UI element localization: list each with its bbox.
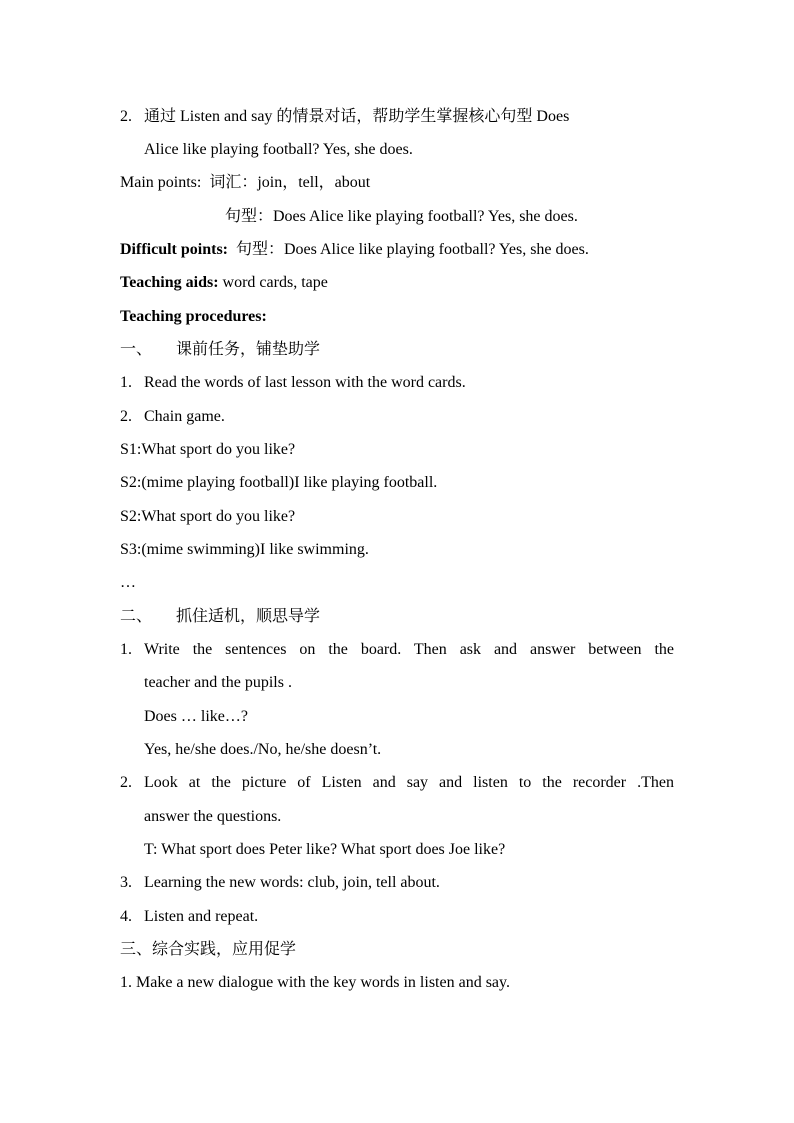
list-item-continuation: answer the questions. — [144, 808, 282, 825]
difficult-points: Difficult points: 句型：Does Alice like playing football? Yes, she does. — [120, 241, 589, 258]
list-item: 3. Learning the new words: club, join, tell about. — [120, 874, 440, 891]
teaching-aids-label: Teaching aids: — [120, 274, 219, 291]
teacher-question: T: What sport does Peter like? What sport does Joe like? — [144, 841, 506, 858]
list-number: 2. — [120, 108, 132, 125]
section-1-heading: 一、 课前任务，铺垫助学 — [120, 341, 321, 358]
sentence-pattern: Yes, he/she does./No, he/she doesn’t. — [144, 741, 382, 758]
list-item-continuation: teacher and the pupils . — [144, 674, 292, 691]
dialogue-line: S3:(mime swimming)I like swimming. — [120, 541, 369, 558]
procedures-heading: Teaching procedures: — [120, 308, 267, 325]
objective-2-line1: 2. 通过 Listen and say 的情景对话，帮助学生掌握核心句型 Does — [120, 108, 570, 125]
list-item: 1. Write the sentences on the board. Then ask and answer between the — [120, 641, 674, 658]
section-2-heading: 二、 抓住适机，顺思导学 — [120, 608, 321, 625]
dialogue-line: S1:What sport do you like? — [120, 441, 296, 458]
list-item: 1. Read the words of last lesson with the word cards. — [120, 374, 466, 391]
dialogue-line: S2:(mime playing football)I like playing football. — [120, 474, 438, 491]
list-item: 2. Look at the picture of Listen and say and listen to the recorder .Then — [120, 774, 674, 791]
ellipsis: … — [120, 574, 136, 591]
list-item: 1. Make a new dialogue with the key words in listen and say. — [120, 974, 510, 991]
list-item: 4. Listen and repeat. — [120, 908, 259, 925]
objective-2-line2: Alice like playing football? Yes, she does. — [144, 141, 413, 158]
main-points-pattern: 句型：Does Alice like playing football? Yes, she does. — [225, 208, 578, 225]
difficult-points-label: Difficult points: — [120, 241, 228, 258]
main-points-label: Main points: — [120, 174, 202, 191]
teaching-aids: Teaching aids: word cards, tape — [120, 274, 328, 291]
section-3-heading: 三、综合实践，应用促学 — [120, 941, 297, 958]
sentence-pattern: Does … like…? — [144, 708, 248, 725]
list-item: 2. Chain game. — [120, 408, 225, 425]
dialogue-line: S2:What sport do you like? — [120, 508, 296, 525]
main-points-vocab: Main points: 词汇：join，tell，about — [120, 174, 371, 191]
